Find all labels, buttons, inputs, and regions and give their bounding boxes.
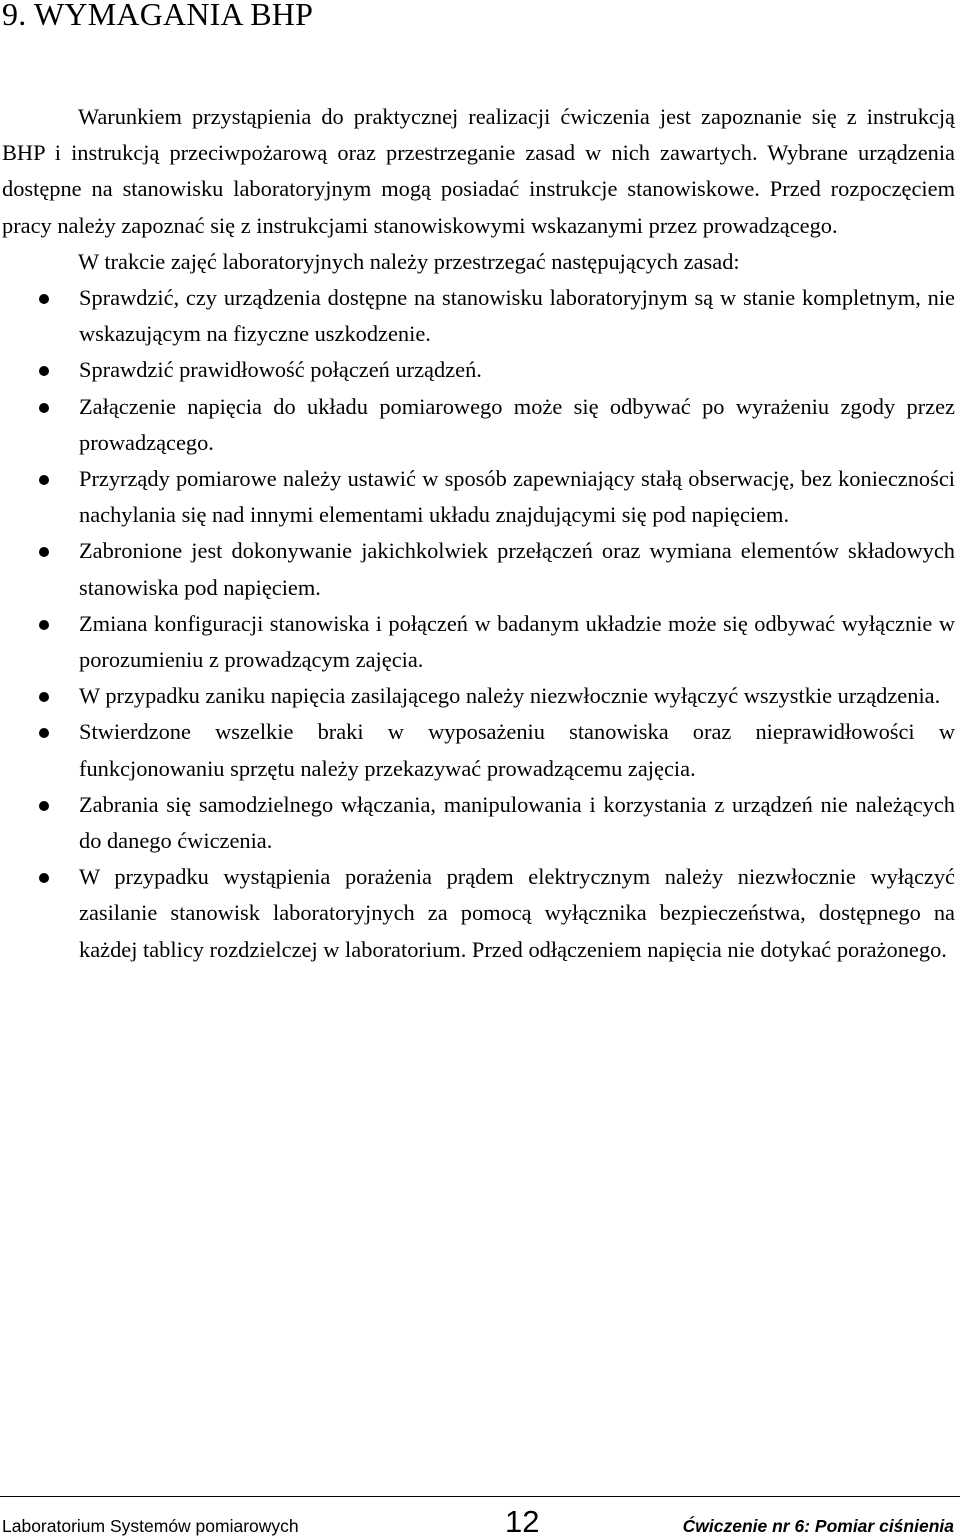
rule-text: Zabronione jest dokonywanie jakichkolwiek przełączeń oraz wymiana elementów składowych stanowiska pod napięciem. bbox=[79, 538, 955, 600]
rule-text: Przyrządy pomiarowe należy ustawić w sposób zapewniający stałą obserwację, bez konieczności nachylania się nad innymi elementami układu znajdującymi się pod napięciem. bbox=[79, 466, 955, 528]
rule-item bbox=[2, 533, 955, 605]
rule-item bbox=[2, 859, 955, 968]
footer-divider bbox=[0, 1496, 960, 1497]
rule-item bbox=[2, 714, 955, 786]
rule-text: Zmiana konfiguracji stanowiska i połączeń w badanym układzie może się odbywać wyłącznie w porozumieniu z prowadzącym zajęcia. bbox=[79, 610, 955, 673]
rule-text: W przypadku zaniku napięcia zasilającego należy niezwłocznie wyłączyć wszystkie urządzenia. bbox=[79, 683, 941, 709]
rule-item bbox=[2, 606, 955, 678]
section-heading: 9. WYMAGANIA BHP bbox=[2, 0, 314, 32]
bullet-icon bbox=[39, 366, 49, 376]
rule-item bbox=[2, 787, 955, 859]
bullet-icon bbox=[39, 728, 49, 738]
footer-course-name: Laboratorium Systemów pomiarowych bbox=[2, 1516, 299, 1536]
page-number: 12 bbox=[505, 1504, 540, 1539]
rule-text: W przypadku wystąpienia porażenia prądem elektrycznym należy niezwłocznie wyłączyć zasilanie stanowisk laboratoryjnych za pomocą wyłącznika bezpieczeństwa, dostępnego na każdej tablicy rozdzielczej w laboratorium. Przed odłączeniem napięcia nie dotykać porażonego. bbox=[79, 864, 955, 962]
bullet-icon bbox=[39, 801, 49, 811]
rule-text: Zabrania się samodzielnego włączania, manipulowania i korzystania z urządzeń nie należących do danego ćwiczenia. bbox=[79, 791, 955, 854]
rule-text: Sprawdzić prawidłowość połączeń urządzeń. bbox=[79, 357, 482, 383]
intro-paragraph: Warunkiem przystąpienia do praktycznej realizacji ćwiczenia jest zapoznanie się z instrukcją BHP i instrukcją przeciwpożarową oraz przestrzeganie zasad w nich zawartych. Wybrane urządzenia dostępne na stanowisku laboratoryjnym mogą posiadać instrukcje stanowiskowe. Przed rozpoczęciem pracy należy zapoznać się z instrukcjami stanowiskowymi wskazanymi przez prowadzącego. bbox=[2, 104, 955, 238]
section-body bbox=[2, 99, 955, 968]
rule-item bbox=[2, 389, 955, 461]
safety-rules-list bbox=[2, 280, 955, 968]
bullet-icon bbox=[39, 873, 49, 883]
bullet-icon bbox=[39, 547, 49, 557]
rule-item bbox=[2, 352, 955, 388]
rule-item bbox=[2, 461, 955, 533]
bullet-icon bbox=[39, 620, 49, 630]
rule-item bbox=[2, 280, 955, 352]
bullet-icon bbox=[39, 403, 49, 413]
rule-text: Załączenie napięcia do układu pomiarowego może się odbywać po wyrażeniu zgody przez prowadzącego. bbox=[79, 393, 955, 455]
bullet-icon bbox=[39, 475, 49, 485]
rule-text: Sprawdzić, czy urządzenia dostępne na stanowisku laboratoryjnym są w stanie kompletnym, nie wskazującym na fizyczne uszkodzenie. bbox=[79, 285, 955, 347]
rules-intro: W trakcie zajęć laboratoryjnych należy przestrzegać następujących zasad: bbox=[78, 248, 740, 274]
bullet-icon bbox=[39, 692, 49, 702]
footer-exercise-title: Ćwiczenie nr 6: Pomiar ciśnienia bbox=[682, 1516, 954, 1536]
rule-item bbox=[2, 678, 955, 714]
bullet-icon bbox=[39, 294, 49, 304]
rule-text: Stwierdzone wszelkie braki w wyposażeniu stanowiska oraz nieprawidłowości w funkcjonowaniu sprzętu należy przekazywać prowadzącemu zajęcia. bbox=[79, 719, 955, 781]
